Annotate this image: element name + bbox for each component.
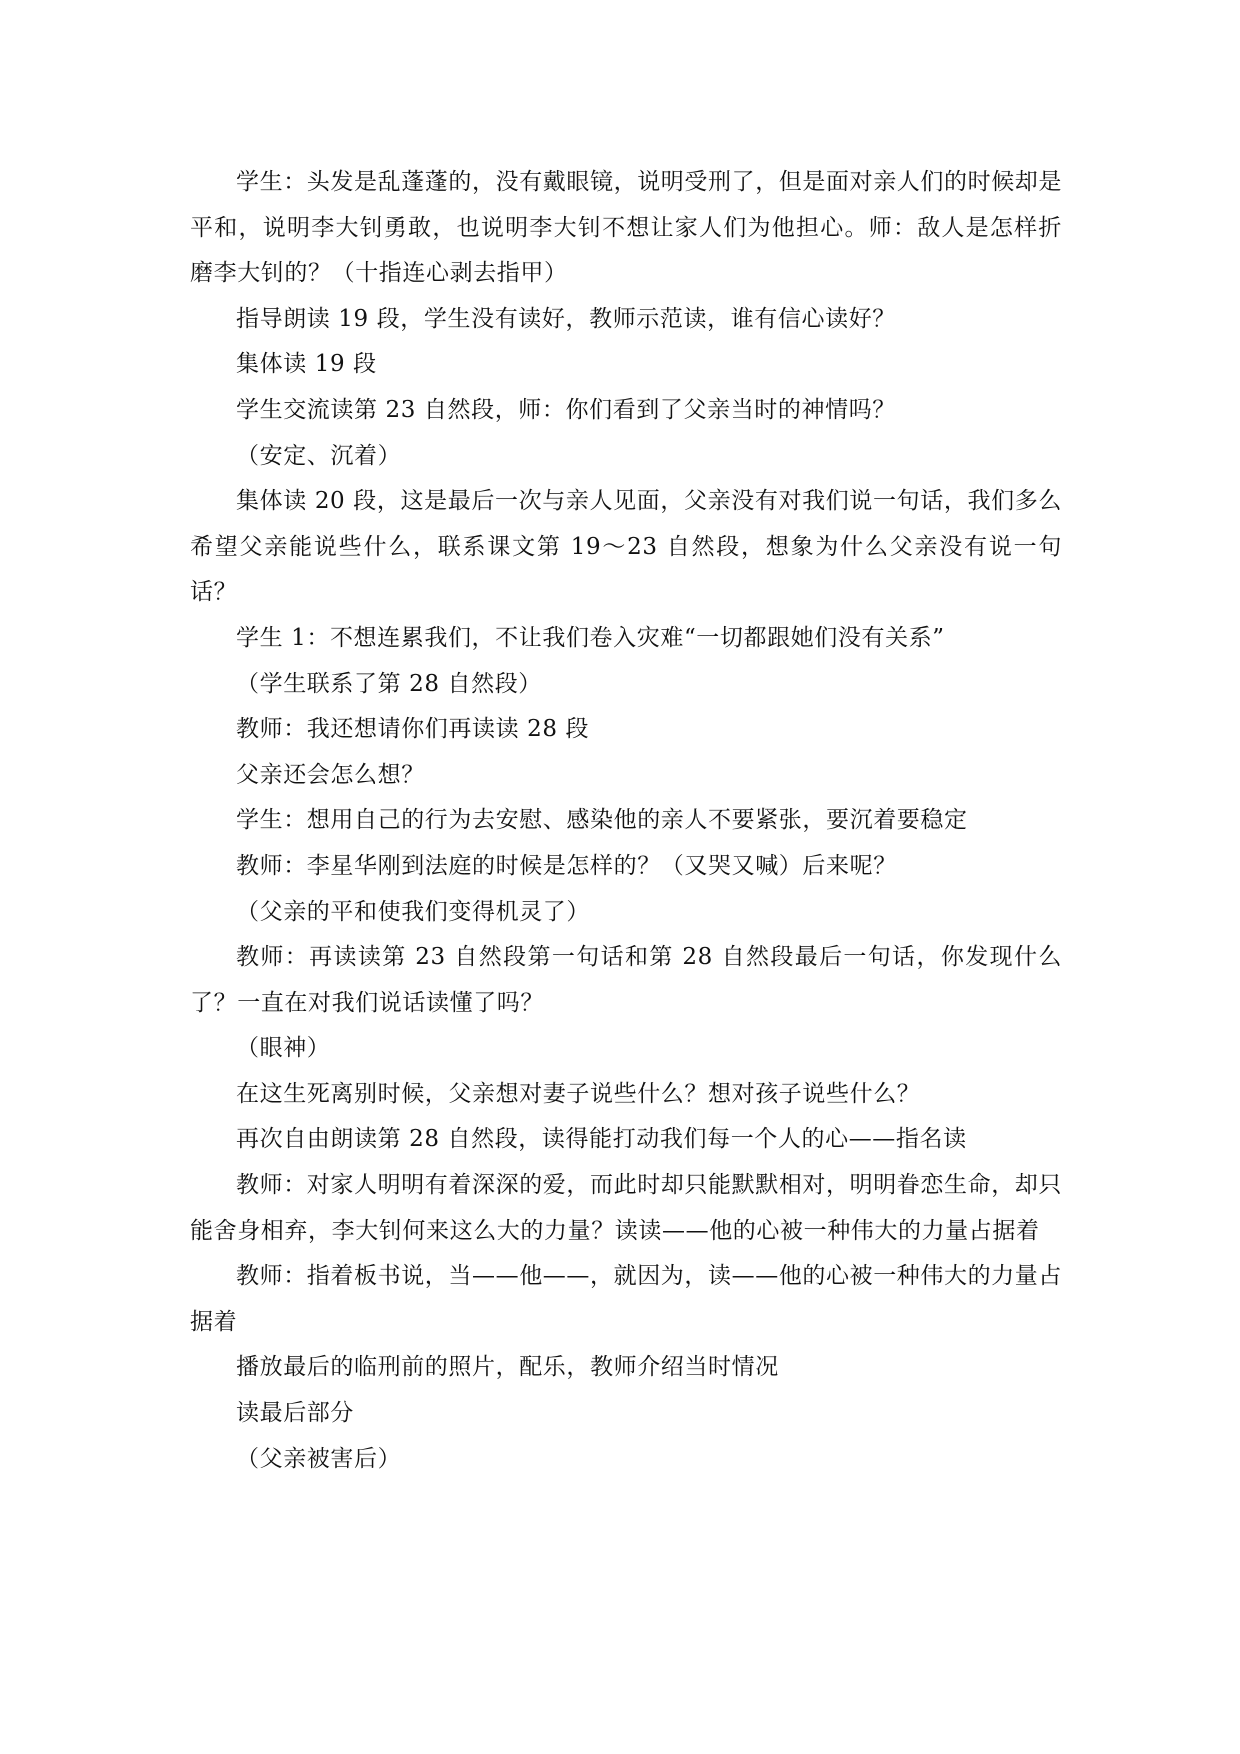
paragraph-student-1: 学生 1：不想连累我们，不让我们卷入灾难“一切都跟她们没有关系”	[236, 624, 945, 651]
paragraph-teacher-court-question: 教师：李星华刚到法庭的时候是怎样的？（又哭又喊）后来呢？	[236, 852, 897, 879]
paragraph-calm-answer: （安定、沉着）	[236, 442, 402, 469]
paragraph-exchange-read-23: 学生交流读第 23 自然段，师：你们看到了父亲当时的神情吗？	[236, 396, 896, 423]
paragraph-student-links-28: （学生联系了第 28 自然段）	[236, 670, 542, 697]
paragraph-eyes-answer: （眼神）	[236, 1035, 331, 1062]
paragraph-after-father-killed: （父亲被害后）	[236, 1445, 402, 1472]
paragraph-group-read-20: 集体读 20 段，这是最后一次与亲人见面，父亲没有对我们说一句话，我们多么希望父亲能说些什么，联系课文第 19～23 自然段，想象为什么父亲没有说一句话？	[190, 488, 1062, 606]
paragraph-teacher-reread-23-28: 教师：再读读第 23 自然段第一句话和第 28 自然段最后一句话，你发现什么了？一直在对我们说话读懂了吗？	[190, 944, 1062, 1016]
paragraph-farewell-question: 在这生死离别时候，父亲想对妻子说些什么？想对孩子说些什么？	[236, 1080, 921, 1107]
paragraph-father-calm: （父亲的平和使我们变得机灵了）	[236, 898, 590, 925]
paragraph-father-thoughts: 父亲还会怎么想？	[236, 761, 425, 788]
paragraph-free-reading-28: 再次自由朗读第 28 自然段，读得能打动我们每一个人的心——指名读	[236, 1126, 967, 1153]
paragraph-photo-music: 播放最后的临刑前的照片，配乐，教师介绍当时情况	[236, 1354, 779, 1381]
paragraph-student-observation: 学生：头发是乱蓬蓬的，没有戴眼镜，说明受刑了，但是面对亲人们的时候却是平和，说明李大钊勇敢，也说明李大钊不想让家人们为他担心。师：敌人是怎样折磨李大钊的？（十指连心剥去指甲）	[190, 169, 1062, 287]
paragraph-guided-reading-19: 指导朗读 19 段，学生没有读好，教师示范读，谁有信心读好？	[236, 305, 896, 332]
paragraph-teacher-great-power: 教师：对家人明明有着深深的爱，而此时却只能默默相对，明明眷恋生命，却只能舍身相弃，李大钊何来这么大的力量？读读——他的心被一种伟大的力量占据着	[190, 1172, 1062, 1244]
paragraph-student-answer: 学生：想用自己的行为去安慰、感染他的亲人不要紧张，要沉着要稳定	[236, 807, 968, 834]
document-body	[190, 160, 1062, 1482]
paragraph-teacher-reread-28: 教师：我还想请你们再读读 28 段	[236, 716, 590, 743]
paragraph-teacher-blackboard: 教师：指着板书说，当——他——，就因为，读——他的心被一种伟大的力量占据着	[190, 1263, 1062, 1335]
paragraph-read-last-part: 读最后部分	[236, 1400, 354, 1427]
paragraph-group-read-19: 集体读 19 段	[236, 351, 377, 378]
